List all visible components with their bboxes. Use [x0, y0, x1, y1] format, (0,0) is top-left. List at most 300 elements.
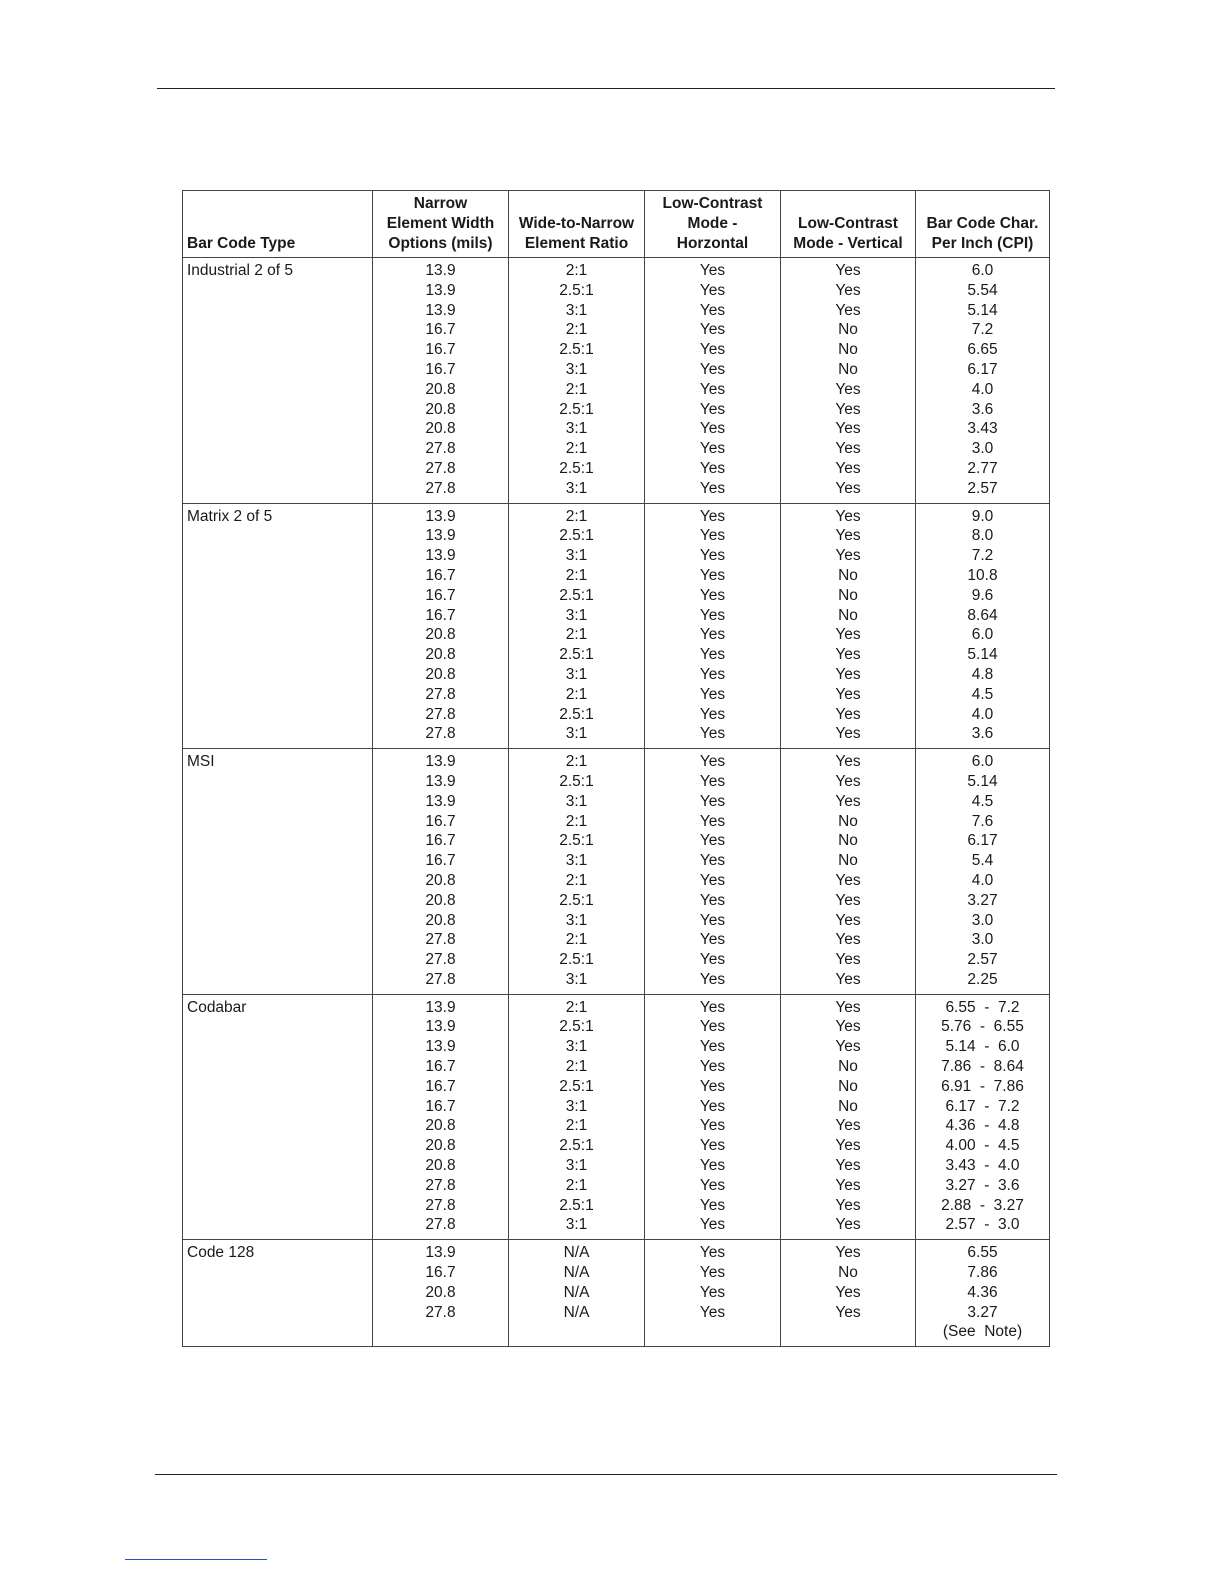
horizontal-value: Yes — [699, 1038, 726, 1056]
narrow-width-value: 27.8 — [425, 725, 456, 743]
col-header-low-contrast-horizontal — [645, 191, 781, 258]
vertical-value: Yes — [835, 1303, 861, 1321]
cpi-value: 4.8 — [971, 665, 994, 683]
narrow-width-cell — [373, 994, 509, 1240]
vertical-value: Yes — [835, 1244, 861, 1262]
cpi-value: 5.14 — [967, 772, 998, 790]
horizontal-cell — [645, 258, 781, 504]
cpi-cell — [916, 1240, 1050, 1347]
horizontal-value: Yes — [699, 852, 726, 870]
ratio-value: 3:1 — [565, 301, 588, 319]
vertical-value: Yes — [835, 479, 861, 497]
narrow-width-value: 27.8 — [425, 1196, 456, 1214]
horizontal-value: Yes — [699, 812, 726, 830]
vertical-cell — [781, 503, 916, 749]
narrow-width-cell — [373, 258, 509, 504]
horizontal-value: Yes — [699, 586, 726, 604]
horizontal-cell — [645, 1240, 781, 1347]
header-text-line: Mode - Vertical — [793, 235, 903, 252]
horizontal-value: Yes — [699, 262, 726, 279]
ratio-value: 3:1 — [565, 547, 588, 565]
ratio-value: 3:1 — [565, 792, 588, 810]
narrow-width-value: 20.8 — [425, 1117, 456, 1135]
cpi-value: 6.65 — [967, 341, 998, 359]
vertical-value: Yes — [835, 951, 861, 969]
cpi-value: 8.64 — [967, 606, 998, 624]
vertical-value: Yes — [835, 891, 861, 909]
cpi-value: 2.88 - 3.27 — [941, 1196, 1024, 1214]
cpi-value: 3.6 — [971, 725, 994, 743]
cpi-value: 8.0 — [971, 527, 994, 545]
horizontal-value: Yes — [699, 665, 726, 683]
cpi-cell — [916, 749, 1050, 995]
ratio-cell — [509, 503, 645, 749]
narrow-width-value: 20.8 — [425, 1137, 456, 1155]
table-header-row — [183, 191, 1050, 258]
narrow-width-value: 13.9 — [425, 1244, 456, 1262]
bar-code-type-cell — [183, 1240, 373, 1347]
cpi-value: 2.57 — [967, 479, 998, 497]
horizontal-value: Yes — [699, 832, 726, 850]
cpi-value: 7.2 — [971, 547, 994, 565]
vertical-value: Yes — [835, 440, 861, 458]
footer-link-underline — [125, 1559, 267, 1560]
ratio-value: 3:1 — [565, 1216, 588, 1234]
horizontal-value: Yes — [699, 970, 726, 988]
vertical-value: Yes — [835, 998, 861, 1016]
vertical-value: Yes — [835, 380, 861, 398]
vertical-value: Yes — [835, 665, 861, 683]
horizontal-cell — [645, 749, 781, 995]
horizontal-value: Yes — [699, 931, 726, 949]
narrow-width-value: 27.8 — [425, 1216, 456, 1234]
cpi-value: 4.00 - 4.5 — [945, 1137, 1020, 1155]
vertical-value: Yes — [835, 753, 861, 771]
narrow-width-value: 27.8 — [425, 685, 456, 703]
cpi-value: 7.6 — [971, 812, 994, 830]
table-row — [183, 258, 1050, 504]
horizontal-value: Yes — [699, 321, 726, 339]
vertical-value: Yes — [835, 507, 861, 525]
horizontal-value: Yes — [699, 1283, 726, 1301]
narrow-width-value: 20.8 — [425, 891, 456, 909]
cpi-value: 7.86 - 8.64 — [941, 1058, 1024, 1076]
cpi-value: 5.14 — [967, 646, 998, 664]
vertical-value: Yes — [835, 527, 861, 545]
horizontal-value: Yes — [699, 341, 726, 359]
cpi-value: 3.27 — [967, 1303, 998, 1321]
vertical-value: No — [838, 832, 858, 850]
vertical-value: No — [838, 1264, 858, 1282]
ratio-value: 2.5:1 — [559, 1196, 594, 1214]
narrow-width-value: 20.8 — [425, 400, 456, 418]
ratio-value: 2.5:1 — [559, 1018, 594, 1036]
vertical-value: No — [838, 606, 858, 624]
bar-code-type-label: Matrix 2 of 5 — [187, 507, 273, 525]
cpi-value: 5.14 — [967, 301, 998, 319]
bar-code-type-cell — [183, 258, 373, 504]
col-header-narrow-element-width — [373, 191, 509, 258]
header-text-line: Options (mils) — [388, 235, 493, 252]
horizontal-value: Yes — [699, 871, 726, 889]
vertical-value: Yes — [835, 281, 861, 299]
narrow-width-value: 16.7 — [425, 341, 456, 359]
col-header-bar-code-type — [183, 191, 373, 258]
header-text-line: Mode - — [687, 215, 738, 232]
bar-code-specs-table — [182, 190, 1050, 1347]
cpi-value: 9.6 — [971, 586, 994, 604]
horizontal-value: Yes — [699, 951, 726, 969]
cpi-value: 5.76 - 6.55 — [941, 1018, 1024, 1036]
narrow-width-value: 16.7 — [425, 832, 456, 850]
narrow-width-value: 13.9 — [425, 1018, 456, 1036]
cpi-value: 3.6 — [971, 400, 994, 418]
ratio-value: 3:1 — [565, 970, 588, 988]
narrow-width-value: 20.8 — [425, 420, 456, 438]
horizontal-value: Yes — [699, 459, 726, 477]
vertical-value: Yes — [835, 420, 861, 438]
narrow-width-value: 16.7 — [425, 1097, 456, 1115]
cpi-value: 6.55 - 7.2 — [945, 998, 1020, 1016]
bar-code-type-label: Codabar — [187, 998, 247, 1016]
ratio-value: 3:1 — [565, 606, 588, 624]
narrow-width-cell — [373, 503, 509, 749]
cpi-value: 5.14 - 6.0 — [945, 1038, 1020, 1056]
narrow-width-value: 20.8 — [425, 646, 456, 664]
horizontal-value: Yes — [699, 1244, 726, 1262]
horizontal-value: Yes — [699, 1137, 726, 1155]
cpi-value: 6.91 - 7.86 — [941, 1077, 1024, 1095]
ratio-value: 3:1 — [565, 420, 588, 438]
ratio-value: N/A — [563, 1283, 590, 1301]
narrow-width-value: 27.8 — [425, 951, 456, 969]
vertical-value: Yes — [835, 1157, 861, 1175]
vertical-value: Yes — [835, 262, 861, 279]
horizontal-value: Yes — [699, 1216, 726, 1234]
horizontal-value: Yes — [699, 527, 726, 545]
cpi-value: 3.43 - 4.0 — [945, 1157, 1020, 1175]
table-row — [183, 994, 1050, 1240]
header-text-line: Bar Code Type — [187, 235, 296, 252]
ratio-value: 2:1 — [565, 380, 588, 398]
ratio-value: 2:1 — [565, 998, 588, 1016]
ratio-value: 3:1 — [565, 665, 588, 683]
cpi-value: 9.0 — [971, 507, 994, 525]
narrow-width-value: 13.9 — [425, 527, 456, 545]
cpi-cell — [916, 503, 1050, 749]
header-text-line: Element Width — [386, 215, 495, 232]
vertical-value: Yes — [835, 792, 861, 810]
narrow-width-value: 20.8 — [425, 1283, 456, 1301]
header-text-line: Horzontal — [676, 235, 749, 252]
cpi-value: 6.0 — [971, 262, 994, 279]
cpi-value: 3.0 — [971, 440, 994, 458]
ratio-value: 2.5:1 — [559, 586, 594, 604]
vertical-value: Yes — [835, 626, 861, 644]
vertical-value: No — [838, 812, 858, 830]
bar-code-type-label: Industrial 2 of 5 — [187, 262, 293, 279]
vertical-value: No — [838, 566, 858, 584]
vertical-value: Yes — [835, 705, 861, 723]
vertical-value: Yes — [835, 911, 861, 929]
ratio-cell — [509, 749, 645, 995]
cpi-value: 3.43 — [967, 420, 998, 438]
horizontal-value: Yes — [699, 725, 726, 743]
vertical-value: No — [838, 341, 858, 359]
cpi-value: 5.54 — [967, 281, 998, 299]
bar-code-type-cell — [183, 503, 373, 749]
narrow-width-value: 20.8 — [425, 871, 456, 889]
header-text-line: Bar Code Char. — [926, 215, 1039, 232]
narrow-width-value: 13.9 — [425, 792, 456, 810]
ratio-value: 3:1 — [565, 1097, 588, 1115]
ratio-value: 2.5:1 — [559, 527, 594, 545]
cpi-value: 4.0 — [971, 871, 994, 889]
vertical-value: Yes — [835, 1018, 861, 1036]
vertical-value: No — [838, 852, 858, 870]
cpi-value: 2.77 — [967, 459, 998, 477]
horizontal-value: Yes — [699, 998, 726, 1016]
header-text-line: Element Ratio — [524, 235, 629, 252]
horizontal-value: Yes — [699, 1176, 726, 1194]
vertical-value: Yes — [835, 725, 861, 743]
narrow-width-value: 16.7 — [425, 1077, 456, 1095]
narrow-width-value: 27.8 — [425, 705, 456, 723]
cpi-value: 7.2 — [971, 321, 994, 339]
vertical-value: Yes — [835, 871, 861, 889]
narrow-width-value: 27.8 — [425, 1303, 456, 1321]
vertical-value: Yes — [835, 301, 861, 319]
ratio-value: 3:1 — [565, 1157, 588, 1175]
ratio-value: 2.5:1 — [559, 1137, 594, 1155]
ratio-value: 3:1 — [565, 852, 588, 870]
vertical-cell — [781, 258, 916, 504]
cpi-value: 4.36 - 4.8 — [945, 1117, 1020, 1135]
vertical-value: No — [838, 360, 858, 378]
vertical-value: Yes — [835, 547, 861, 565]
vertical-value: Yes — [835, 1117, 861, 1135]
ratio-cell — [509, 994, 645, 1240]
vertical-value: Yes — [835, 772, 861, 790]
cpi-value: 5.4 — [971, 852, 994, 870]
narrow-width-value: 27.8 — [425, 479, 456, 497]
narrow-width-value: 27.8 — [425, 459, 456, 477]
cpi-value: 3.0 — [971, 911, 994, 929]
narrow-width-value: 13.9 — [425, 753, 456, 771]
horizontal-value: Yes — [699, 626, 726, 644]
ratio-value: 2:1 — [565, 566, 588, 584]
horizontal-value: Yes — [699, 1097, 726, 1115]
bar-code-type-label: MSI — [187, 753, 215, 771]
cpi-value: 2.57 — [967, 951, 998, 969]
vertical-value: Yes — [835, 1137, 861, 1155]
vertical-value: No — [838, 586, 858, 604]
vertical-value: No — [838, 1058, 858, 1076]
narrow-width-value: 13.9 — [425, 507, 456, 525]
narrow-width-value: 16.7 — [425, 606, 456, 624]
ratio-value: 2:1 — [565, 871, 588, 889]
narrow-width-value: 16.7 — [425, 852, 456, 870]
cpi-value: 6.0 — [971, 626, 994, 644]
narrow-width-value: 16.7 — [425, 1058, 456, 1076]
cpi-value: 3.27 - 3.6 — [945, 1176, 1020, 1194]
table-row — [183, 503, 1050, 749]
horizontal-value: Yes — [699, 1058, 726, 1076]
ratio-value: 2.5:1 — [559, 951, 594, 969]
horizontal-value: Yes — [699, 440, 726, 458]
vertical-cell — [781, 1240, 916, 1347]
ratio-cell — [509, 258, 645, 504]
ratio-value: 2:1 — [565, 753, 588, 771]
header-text-line: Narrow — [413, 195, 468, 212]
header-text-line: Low-Contrast — [798, 215, 898, 232]
horizontal-value: Yes — [699, 1264, 726, 1282]
narrow-width-value: 20.8 — [425, 380, 456, 398]
horizontal-value: Yes — [699, 772, 726, 790]
horizontal-value: Yes — [699, 1196, 726, 1214]
ratio-value: 2:1 — [565, 626, 588, 644]
ratio-value: 2:1 — [565, 1117, 588, 1135]
vertical-cell — [781, 749, 916, 995]
horizontal-value: Yes — [699, 1077, 726, 1095]
ratio-cell — [509, 1240, 645, 1347]
narrow-width-value: 13.9 — [425, 281, 456, 299]
narrow-width-value: 13.9 — [425, 1038, 456, 1056]
ratio-value: 2.5:1 — [559, 646, 594, 664]
horizontal-value: Yes — [699, 685, 726, 703]
horizontal-value: Yes — [699, 420, 726, 438]
narrow-width-cell — [373, 1240, 509, 1347]
narrow-width-value: 20.8 — [425, 1157, 456, 1175]
horizontal-value: Yes — [699, 380, 726, 398]
cpi-cell — [916, 258, 1050, 504]
horizontal-value: Yes — [699, 792, 726, 810]
horizontal-cell — [645, 994, 781, 1240]
cpi-value: 3.0 — [971, 931, 994, 949]
cpi-value: 2.25 — [967, 970, 998, 988]
ratio-value: 3:1 — [565, 911, 588, 929]
narrow-width-value: 16.7 — [425, 321, 456, 339]
cpi-value: 7.86 — [967, 1264, 998, 1282]
ratio-value: 2.5:1 — [559, 705, 594, 723]
vertical-value: Yes — [835, 685, 861, 703]
vertical-value: No — [838, 1077, 858, 1095]
horizontal-value: Yes — [699, 606, 726, 624]
horizontal-value: Yes — [699, 281, 726, 299]
col-header-low-contrast-vertical — [781, 191, 916, 258]
ratio-value: 2:1 — [565, 1058, 588, 1076]
cpi-value: 4.0 — [971, 380, 994, 398]
bar-code-type-cell — [183, 994, 373, 1240]
horizontal-value: Yes — [699, 301, 726, 319]
horizontal-value: Yes — [699, 1117, 726, 1135]
cpi-value: 6.17 — [967, 360, 998, 378]
narrow-width-value: 20.8 — [425, 626, 456, 644]
narrow-width-value: 13.9 — [425, 301, 456, 319]
ratio-value: 2:1 — [565, 262, 588, 279]
cpi-value: 6.0 — [971, 753, 994, 771]
horizontal-value: Yes — [699, 547, 726, 565]
cpi-value: 6.17 — [967, 832, 998, 850]
horizontal-value: Yes — [699, 1018, 726, 1036]
cpi-value: 4.5 — [971, 792, 994, 810]
ratio-value: 3:1 — [565, 1038, 588, 1056]
col-header-wide-to-narrow-ratio — [509, 191, 645, 258]
ratio-value: 2:1 — [565, 507, 588, 525]
cpi-value: 4.0 — [971, 705, 994, 723]
horizontal-value: Yes — [699, 479, 726, 497]
header-text-line: Wide-to-Narrow — [518, 215, 635, 232]
horizontal-value: Yes — [699, 566, 726, 584]
vertical-value: No — [838, 321, 858, 339]
ratio-value: N/A — [563, 1303, 590, 1321]
horizontal-value: Yes — [699, 753, 726, 771]
bar-code-type-cell — [183, 749, 373, 995]
cpi-value: 3.27 — [967, 891, 998, 909]
narrow-width-value: 13.9 — [425, 262, 456, 279]
vertical-value: Yes — [835, 1038, 861, 1056]
ratio-value: 3:1 — [565, 360, 588, 378]
narrow-width-cell — [373, 749, 509, 995]
ratio-value: 2:1 — [565, 812, 588, 830]
narrow-width-value: 20.8 — [425, 665, 456, 683]
cpi-value: 4.5 — [971, 685, 994, 703]
ratio-value: 2.5:1 — [559, 459, 594, 477]
bar-code-type-label: Code 128 — [187, 1244, 255, 1262]
narrow-width-value: 16.7 — [425, 586, 456, 604]
cpi-value: 4.36 — [967, 1283, 998, 1301]
vertical-value: Yes — [835, 1196, 861, 1214]
cpi-value: (See Note) — [942, 1323, 1023, 1341]
ratio-value: 3:1 — [565, 725, 588, 743]
vertical-value: Yes — [835, 1176, 861, 1194]
ratio-value: 2.5:1 — [559, 341, 594, 359]
cpi-value: 6.17 - 7.2 — [945, 1097, 1020, 1115]
horizontal-value: Yes — [699, 646, 726, 664]
narrow-width-value: 13.9 — [425, 772, 456, 790]
cpi-cell — [916, 994, 1050, 1240]
vertical-value: Yes — [835, 459, 861, 477]
vertical-value: Yes — [835, 970, 861, 988]
narrow-width-value: 16.7 — [425, 566, 456, 584]
ratio-value: 2.5:1 — [559, 832, 594, 850]
vertical-value: No — [838, 1097, 858, 1115]
table-row — [183, 1240, 1050, 1347]
narrow-width-value: 16.7 — [425, 812, 456, 830]
horizontal-value: Yes — [699, 1303, 726, 1321]
horizontal-value: Yes — [699, 507, 726, 525]
header-text-line: Low-Contrast — [662, 195, 763, 212]
horizontal-cell — [645, 503, 781, 749]
table-row — [183, 749, 1050, 995]
header-rule — [157, 88, 1055, 89]
ratio-value: N/A — [563, 1264, 590, 1282]
vertical-cell — [781, 994, 916, 1240]
narrow-width-value: 27.8 — [425, 970, 456, 988]
ratio-value: 2:1 — [565, 321, 588, 339]
horizontal-value: Yes — [699, 705, 726, 723]
ratio-value: 2.5:1 — [559, 400, 594, 418]
narrow-width-value: 16.7 — [425, 360, 456, 378]
ratio-value: 2:1 — [565, 685, 588, 703]
col-header-cpi — [916, 191, 1050, 258]
horizontal-value: Yes — [699, 360, 726, 378]
horizontal-value: Yes — [699, 891, 726, 909]
vertical-value: Yes — [835, 400, 861, 418]
ratio-value: 2:1 — [565, 931, 588, 949]
cpi-value: 10.8 — [967, 566, 998, 584]
narrow-width-value: 27.8 — [425, 440, 456, 458]
